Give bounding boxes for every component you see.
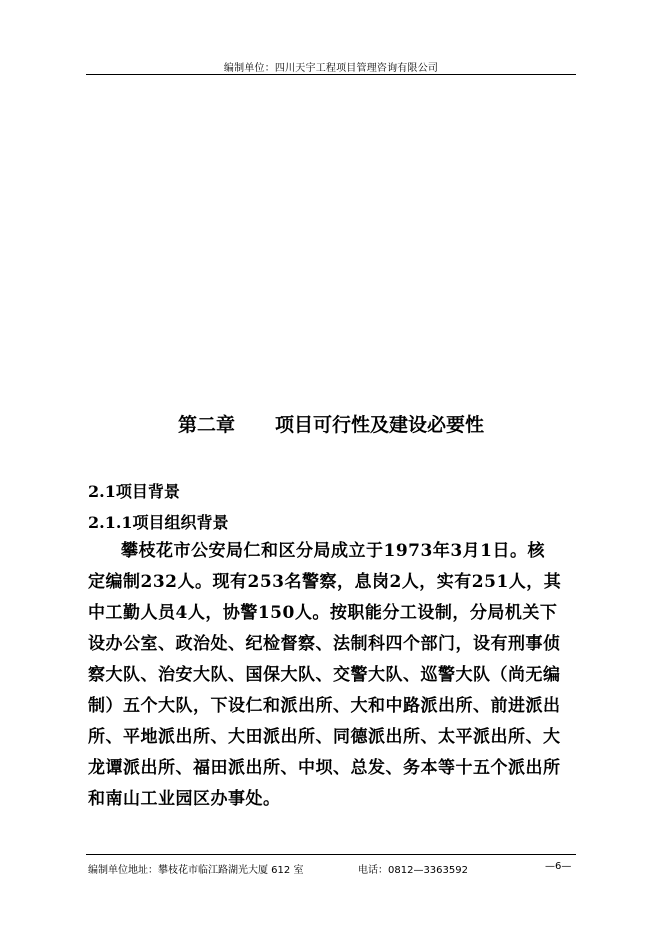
footer-address: 编制单位地址：攀枝花市临江路湖光大厦 612 室 <box>88 865 304 876</box>
paragraph-line: 攀枝花市公安局仁和区分局成立于1973年3月1日。核 <box>121 541 545 561</box>
chapter-title <box>0 410 662 437</box>
chapter-number: 第二章 <box>177 414 235 436</box>
chapter-heading: 项目可行性及建设必要性 <box>275 414 485 436</box>
body-paragraph <box>88 536 574 815</box>
paragraph-line: 察大队、治安大队、国保大队、交警大队、巡警大队（尚无编 <box>88 665 561 685</box>
paragraph-line: 设办公室、政治处、纪检督察、法制科四个部门，设有刑事侦 <box>88 634 561 654</box>
paragraph-line: 龙谭派出所、福田派出所、中坝、总发、务本等十五个派出所 <box>88 758 561 778</box>
section-heading-2-1: 2.1项目背景 <box>88 482 180 501</box>
header-divider <box>86 74 576 75</box>
paragraph-line: 和南山工业园区办事处。 <box>88 789 281 809</box>
paragraph-line: 所、平地派出所、大田派出所、同德派出所、太平派出所、大 <box>88 727 561 747</box>
page-number: —6— <box>545 861 572 872</box>
paragraph-line: 定编制232人。现有253名警察，息岗2人，实有251人，其 <box>88 572 562 592</box>
footer-phone: 电话：0812—3363592 <box>358 865 468 876</box>
footer-divider <box>86 854 576 855</box>
section-heading-2-1-1: 2.1.1项目组织背景 <box>88 513 229 532</box>
paragraph-line: 制）五个大队，下设仁和派出所、大和中路派出所、前进派出 <box>88 696 561 716</box>
paragraph-line: 中工勤人员4人，协警150人。按职能分工设制，分局机关下 <box>88 603 558 623</box>
page-header: 编制单位：四川天宇工程项目管理咨询有限公司 <box>223 63 439 74</box>
